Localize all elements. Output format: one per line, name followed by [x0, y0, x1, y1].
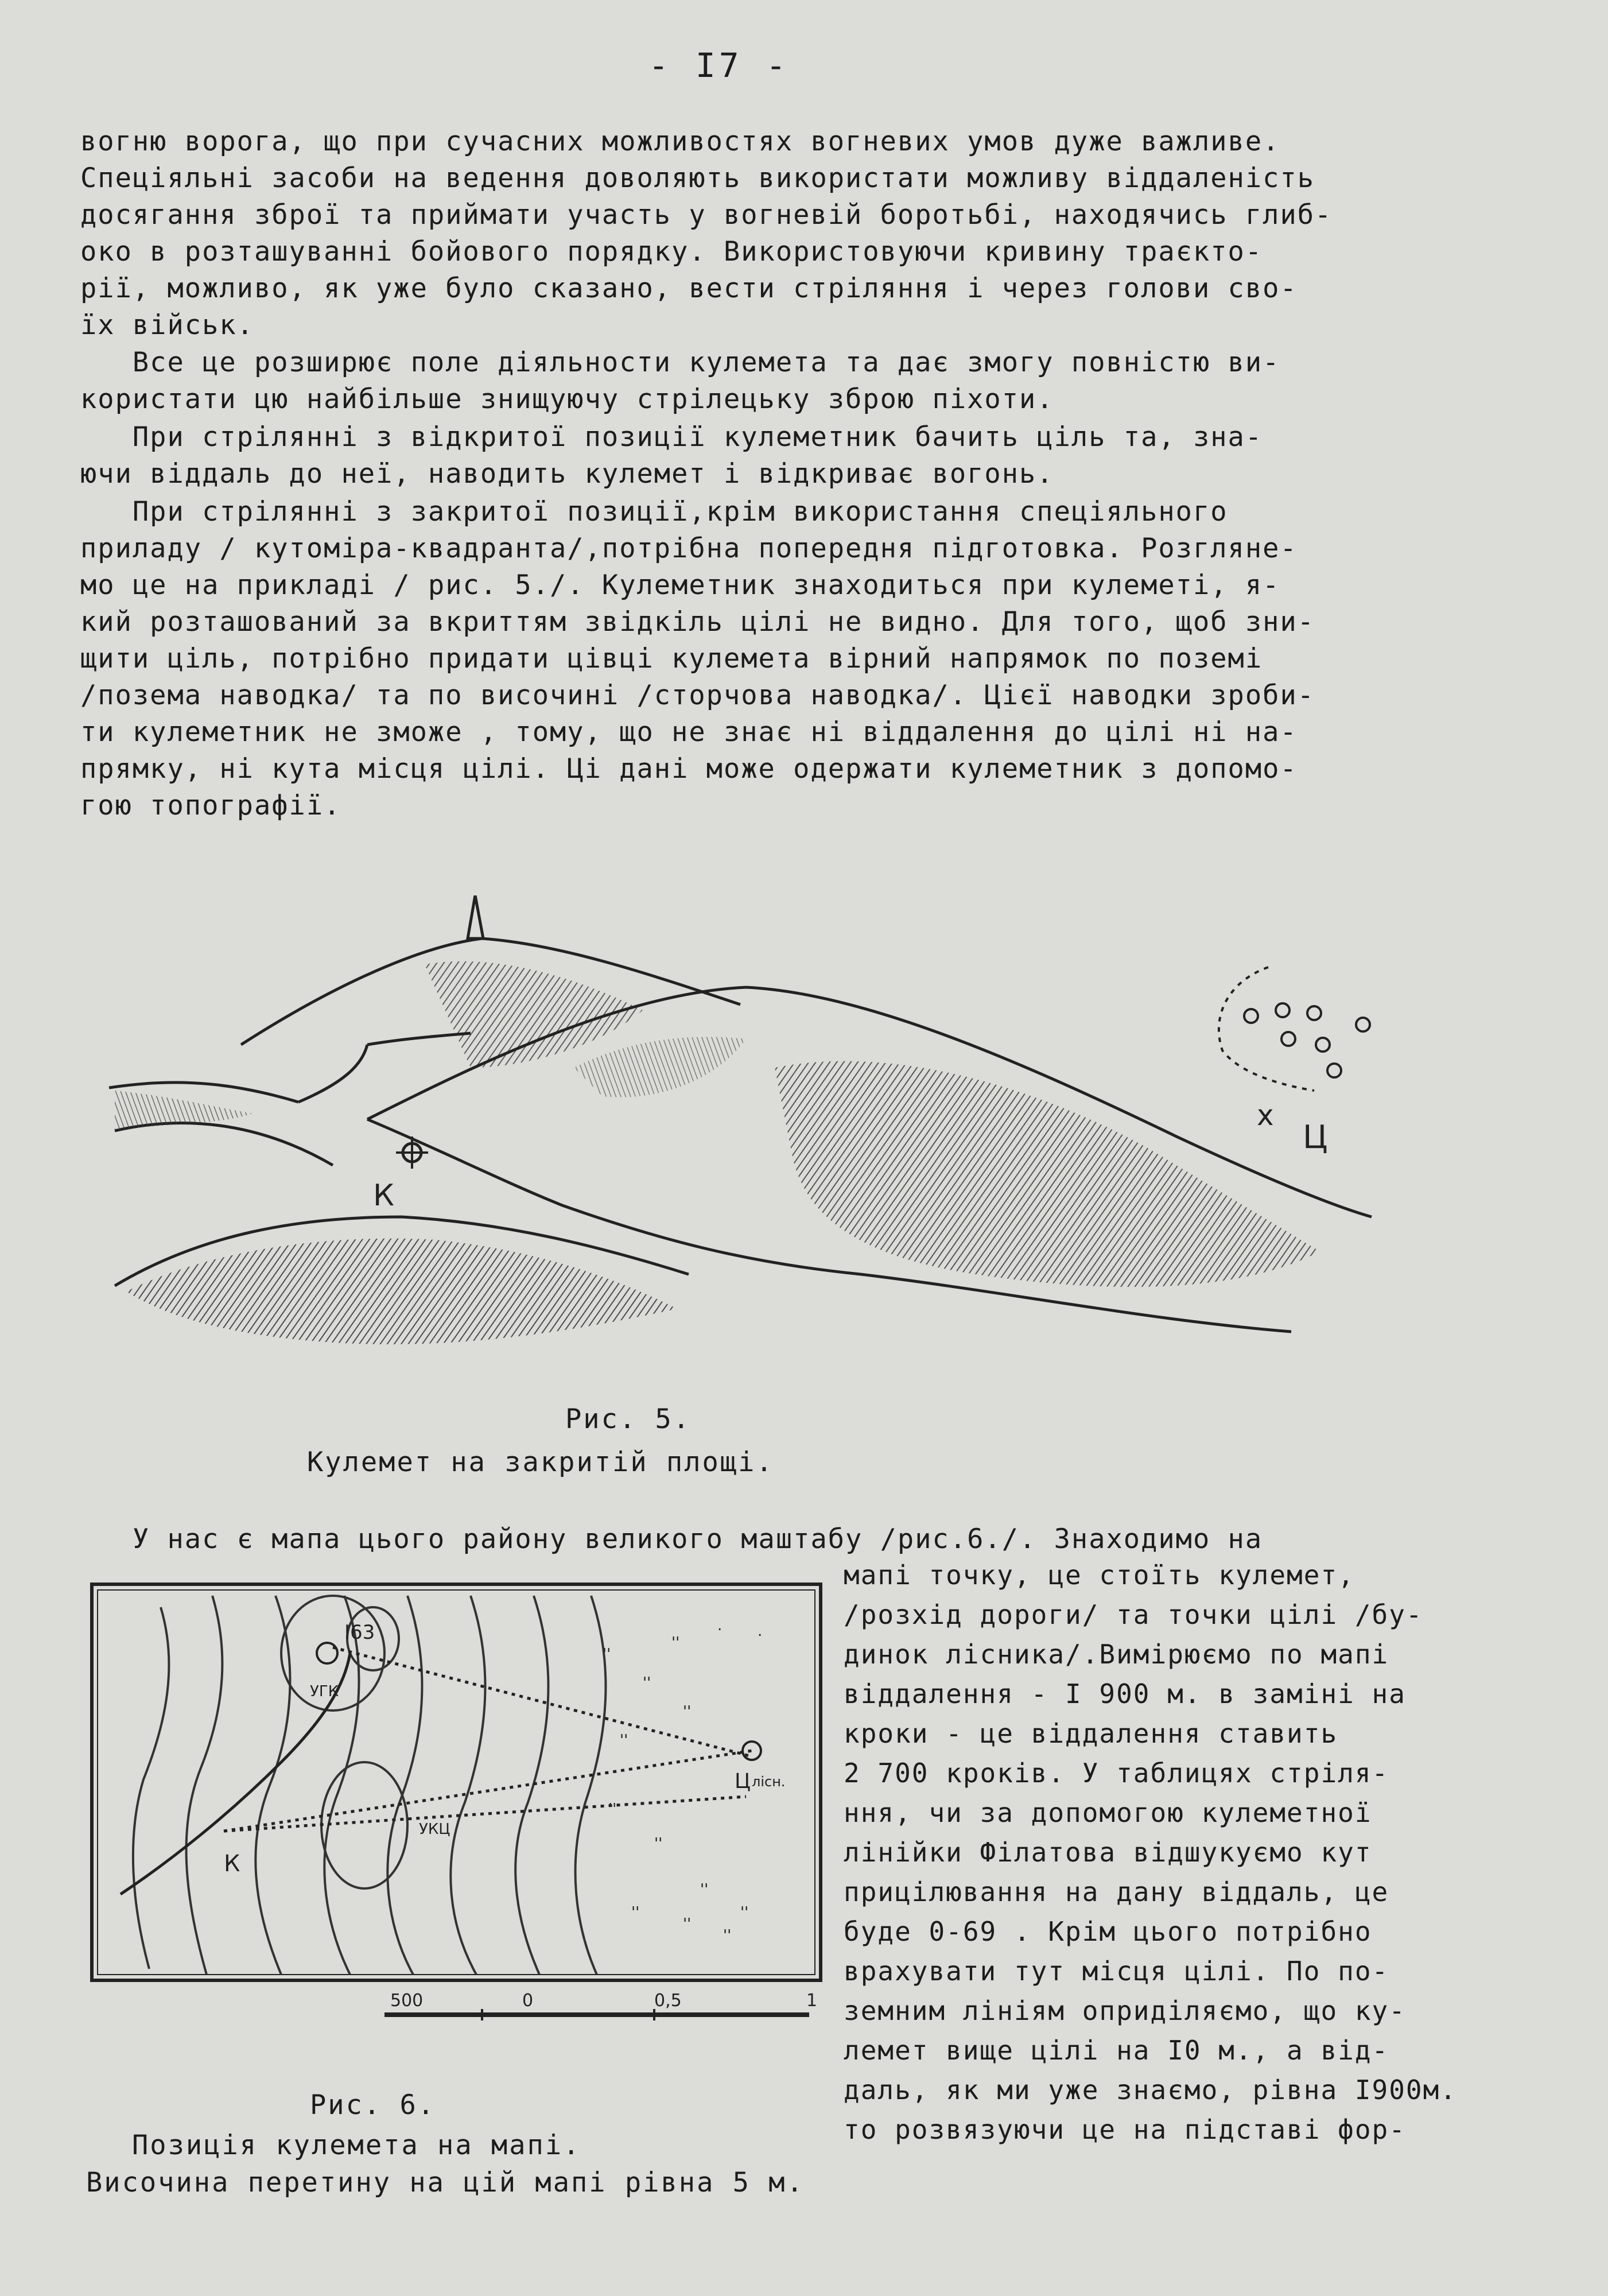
text-line: ти кулеметник не зможе , тому, що не знає ні віддалення до цілі ні на-: [80, 716, 1298, 748]
text-line: кроки - це віддалення ставить: [844, 1718, 1338, 1749]
target-point-icon: [743, 1742, 761, 1760]
svg-text:'': '': [700, 1881, 709, 1898]
svg-text:'': '': [620, 1732, 628, 1749]
svg-text:'': '': [603, 1646, 611, 1663]
text-line: щити ціль, потрібно придати цівці кулемета вірний напрямок по поземі: [80, 643, 1263, 674]
text-line: мапі точку, це стоїть кулемет,: [844, 1560, 1355, 1591]
paragraph-1: [80, 123, 1515, 344]
text-line: гою топографії.: [80, 790, 341, 821]
svg-text:'': '': [608, 1801, 617, 1818]
label-c: Ц: [1303, 1119, 1328, 1156]
text-line: досягання зброї та приймати участь у вогневій боротьбі, находячись глиб-: [80, 199, 1333, 231]
figure-6-caption-number: Рис. 6.: [310, 2089, 436, 2121]
text-line: то розвязуючи це на підставі фор-: [844, 2114, 1406, 2145]
text-line: динок лісника/.Вимірюємо по мапі: [844, 1639, 1389, 1670]
map-side-text: [844, 1556, 1590, 2150]
label-x: х: [1257, 1099, 1274, 1132]
text-line: ння, чи за допомогою кулеметної: [844, 1797, 1372, 1828]
map-label-target-sub: лісн.: [752, 1774, 786, 1790]
figure-6-caption-note: Височина перетину на цій мапі рівна 5 м.: [86, 2167, 805, 2198]
paragraph-4: [80, 494, 1515, 824]
svg-text:'': '': [723, 1927, 732, 1944]
figure-6-map: [80, 1573, 838, 2089]
text-line: мо це на прикладі / рис. 5./. Кулеметник знаходиться при кулеметі, я-: [80, 569, 1280, 601]
text-line: /розхід дороги/ та точки цілі /бу-: [844, 1599, 1423, 1630]
map-label-top: I63: [344, 1621, 375, 1644]
text-line: При стрілянні з відкритої позиції кулеметник бачить ціль та, зна-: [80, 421, 1263, 453]
text-line: прямку, ні кута місця цілі. Ці дані може одержати кулеметник з допомо-: [80, 753, 1298, 785]
figure-5-caption-title: Кулемет на закритій площі.: [307, 1446, 774, 1478]
text-line: їх військ.: [80, 309, 254, 341]
map-label-k: К: [224, 1851, 240, 1877]
text-line: кий розташований за вкриттям звідкіль цілі не видно. Для того, щоб зни-: [80, 606, 1315, 638]
svg-text:'': '': [740, 1904, 749, 1921]
text-line: рії, можливо, як уже було сказано, вести стріляння і через голови сво-: [80, 273, 1298, 304]
text-line: даль, як ми уже знаємо, рівна I900м.: [844, 2074, 1457, 2105]
svg-text:'': '': [683, 1915, 692, 1933]
svg-text:'': '': [643, 1674, 651, 1692]
scale-label: 0,5: [654, 1991, 682, 2011]
text-line: лінійки Філатова відшукуємо кут: [844, 1837, 1372, 1868]
text-line: Спеціяльні засоби на ведення доволяють використати можливу віддаленість: [80, 162, 1315, 194]
target-houses: [1244, 1003, 1370, 1077]
scale-label: 1: [806, 1991, 818, 2011]
svg-text:'': '': [671, 1634, 680, 1651]
text-line: вогню ворога, що при сучасних можливостях вогневих умов дуже важливе.: [80, 126, 1280, 157]
figure-5-sketch: [0, 895, 1608, 1412]
map-label-uk1: УГК: [310, 1683, 339, 1700]
text-line: лемет вище цілі на I0 м., а від-: [844, 2035, 1389, 2066]
text-line: земним лініям оприділяємо, що ку-: [844, 1995, 1406, 2026]
text-line: око в розташуванні бойового порядку. Використовуючи кривину траєкто-: [80, 236, 1263, 267]
text-line: прицілювання на дану віддаль, це: [844, 1876, 1389, 1907]
scale-label: 500: [390, 1991, 424, 2011]
map-label-target: Ц: [735, 1770, 751, 1793]
paragraph-3: [80, 419, 1515, 492]
svg-text:'': '': [631, 1904, 640, 1921]
text-line: віддалення - I 900 м. в заміні на: [844, 1678, 1406, 1709]
svg-text:.: .: [717, 1617, 723, 1634]
map-label-uk2: УКЦ: [419, 1821, 450, 1838]
text-line: /позема наводка/ та по височині /сторчова наводка/. Цієї наводки зроби-: [80, 680, 1315, 711]
text-line: Все це розширює поле діяльности кулемета та дає змогу повністю ви-: [80, 347, 1280, 378]
tower-icon: [468, 895, 483, 938]
text-line: буде 0-69 . Крім цього потрібно: [844, 1916, 1372, 1947]
svg-text:'': '': [654, 1835, 663, 1852]
text-line: При стрілянні з закритої позиції,крім використання спеціяльного: [80, 496, 1228, 528]
text-line: врахувати тут місця цілі. По по-: [844, 1956, 1389, 1987]
text-line: 2 700 кроків. У таблицях стріля-: [844, 1758, 1389, 1789]
label-k: К: [373, 1178, 394, 1213]
text-line: У нас є мапа цього району великого маштабу /рис.6./. Знаходимо на: [80, 1523, 1263, 1555]
svg-text:.: .: [758, 1623, 763, 1640]
page-number: - I7 -: [648, 46, 790, 85]
figure-6-caption-title: Позиція кулемета на мапі.: [132, 2130, 581, 2161]
svg-text:'': '': [683, 1703, 692, 1720]
paragraph-2: [80, 344, 1515, 418]
text-line: приладу / кутоміра-квадранта/,потрібна попередня підготовка. Розгляне-: [80, 533, 1298, 564]
text-line: користати цю найбільше знищуючу стрілецьку зброю піхоти.: [80, 383, 1054, 415]
figure-5-caption-number: Рис. 5.: [565, 1403, 692, 1435]
text-line: ючи віддаль до неї, наводить кулемет і відкриває вогонь.: [80, 458, 1054, 490]
elevation-point-icon: [317, 1643, 337, 1663]
scale-label: 0: [522, 1991, 534, 2011]
map-intro-paragraph: [80, 1521, 1515, 1558]
